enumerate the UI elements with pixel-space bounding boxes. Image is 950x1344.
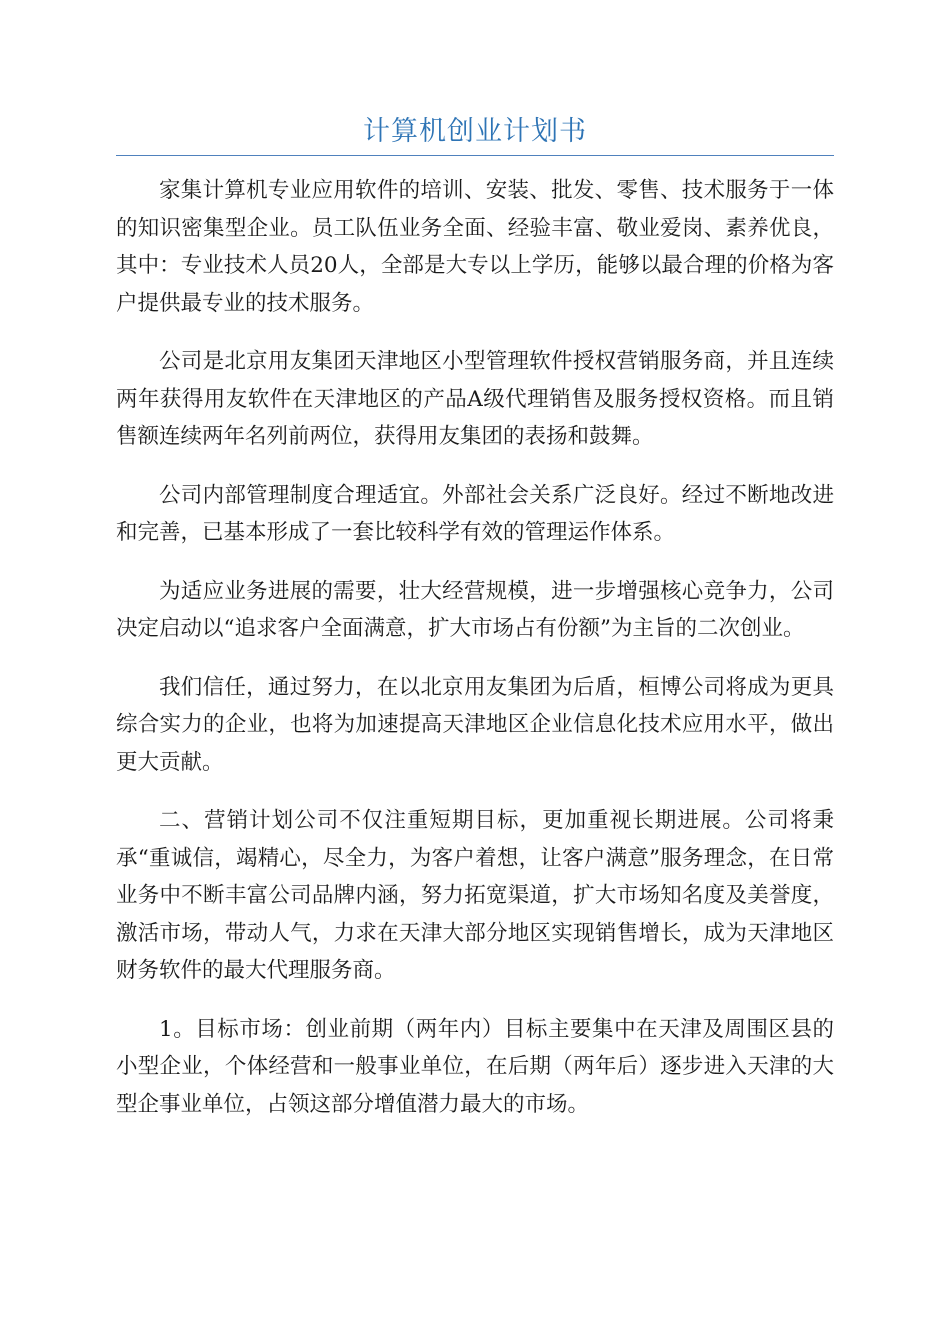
paragraph-second-venture: 为适应业务进展的需要，壮大经营规模，进一步增强核心竞争力，公司决定启动以“追求客户全面满意，扩大市场占有份额”为主旨的二次创业。 (116, 578, 834, 641)
document-body (116, 172, 834, 1144)
paragraph-marketing-plan: 二、营销计划公司不仅注重短期目标，更加重视长期进展。公司将秉承“重诚信，竭精心，尽全力，为客户着想，让客户满意”服务理念，在日常业务中不断丰富公司品牌内涵，努力拓宽渠道，扩大市场知名度及美誉度，激活市场，带动人气，力求在天津大部分地区实现销售增长，成为天津地区财务软件的最大代理服务商。 (116, 808, 834, 983)
paragraph-company-intro: 家集计算机专业应用软件的培训、安装、批发、零售、技术服务于一体的知识密集型企业。员工队伍业务全面、经验丰富、敬业爱岗、素养优良，其中：专业技术人员20人，全部是大专以上学历，能够以最合理的价格为客户提供最专业的技术服务。 (116, 178, 834, 316)
paragraph-authorization: 公司是北京用友集团天津地区小型管理软件授权营销服务商，并且连续两年获得用友软件在天津地区的产品A级代理销售及服务授权资格。而且销售额连续两年名列前两位，获得用友集团的表扬和鼓舞。 (116, 349, 834, 449)
document-title: 计算机创业计划书 (363, 116, 587, 147)
paragraph-belief: 我们信任，通过努力，在以北京用友集团为后盾，桓博公司将成为更具综合实力的企业，也将为加速提高天津地区企业信息化技术应用水平，做出更大贡献。 (116, 674, 834, 775)
paragraph-target-market: 1。目标市场：创业前期（两年内）目标主要集中在天津及周围区县的小型企业，个体经营和一般事业单位，在后期（两年后）逐步进入天津的大型企事业单位，占领这部分增值潜力最大的市场。 (116, 1016, 834, 1117)
title-underline (116, 155, 834, 156)
paragraph-management: 公司内部管理制度合理适宜。外部社会关系广泛良好。经过不断地改进和完善，已基本形成了一套比较科学有效的管理运作体系。 (116, 482, 834, 545)
